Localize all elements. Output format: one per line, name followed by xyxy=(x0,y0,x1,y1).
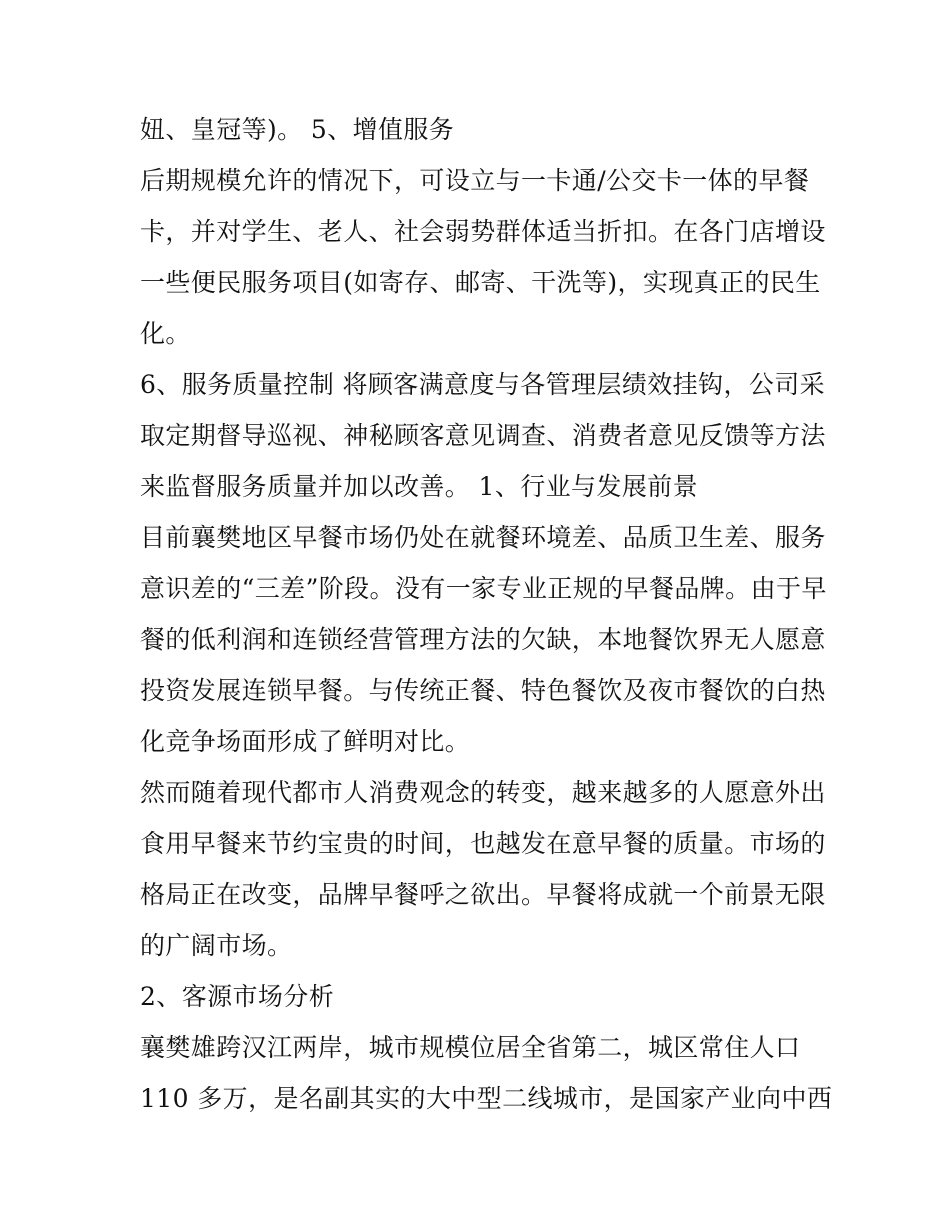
text-line: 化。 xyxy=(140,319,191,348)
text-line: 意识差的“三差”阶段。没有一家专业正规的早餐品牌。由于早 xyxy=(140,574,827,603)
text-line: 化竞争场面形成了鲜明对比。 xyxy=(140,727,471,756)
text-line: 食用早餐来节约宝贵的时间，也越发在意早餐的质量。市场的 xyxy=(140,829,826,858)
text-line: 取定期督导巡视、神秘顾客意见调查、消费者意见反馈等方法 xyxy=(140,421,826,450)
text-line: 6、服务质量控制 将顾客满意度与各管理层绩效挂钩，公司采 xyxy=(140,370,826,399)
text-line: 后期规模允许的情况下，可设立与一卡通/公交卡一体的早餐 xyxy=(140,166,810,195)
text-line: 妞、皇冠等)。 5、增值服务 xyxy=(140,115,455,144)
text-line: 来监督服务质量并加以改善。 1、行业与发展前景 xyxy=(140,472,699,501)
text-line: 目前襄樊地区早餐市场仍处在就餐环境差、品质卫生差、服务 xyxy=(140,523,826,552)
text-line: 餐的低利润和连锁经营管理方法的欠缺，本地餐饮界无人愿意 xyxy=(140,625,826,654)
text-line: 然而随着现代都市人消费观念的转变，越来越多的人愿意外出 xyxy=(140,778,826,807)
text-line: 2、客源市场分析 xyxy=(140,982,335,1011)
text-line: 格局正在改变，品牌早餐呼之欲出。早餐将成就一个前景无限 xyxy=(140,880,826,909)
text-line: 的广阔市场。 xyxy=(140,931,293,960)
text-line: 卡，并对学生、老人、社会弱势群体适当折扣。在各门店增设 xyxy=(140,217,826,246)
document-body xyxy=(140,104,833,1124)
text-line: 投资发展连锁早餐。与传统正餐、特色餐饮及夜市餐饮的白热 xyxy=(140,676,826,705)
text-line: 襄樊雄跨汉江两岸，城市规模位居全省第二，城区常住人口 xyxy=(140,1033,801,1062)
text-line: 一些便民服务项目(如寄存、邮寄、干洗等)，实现真正的民生 xyxy=(140,268,821,297)
text-line: 110 多万，是名副其实的大中型二线城市，是国家产业向中西 xyxy=(140,1084,833,1113)
